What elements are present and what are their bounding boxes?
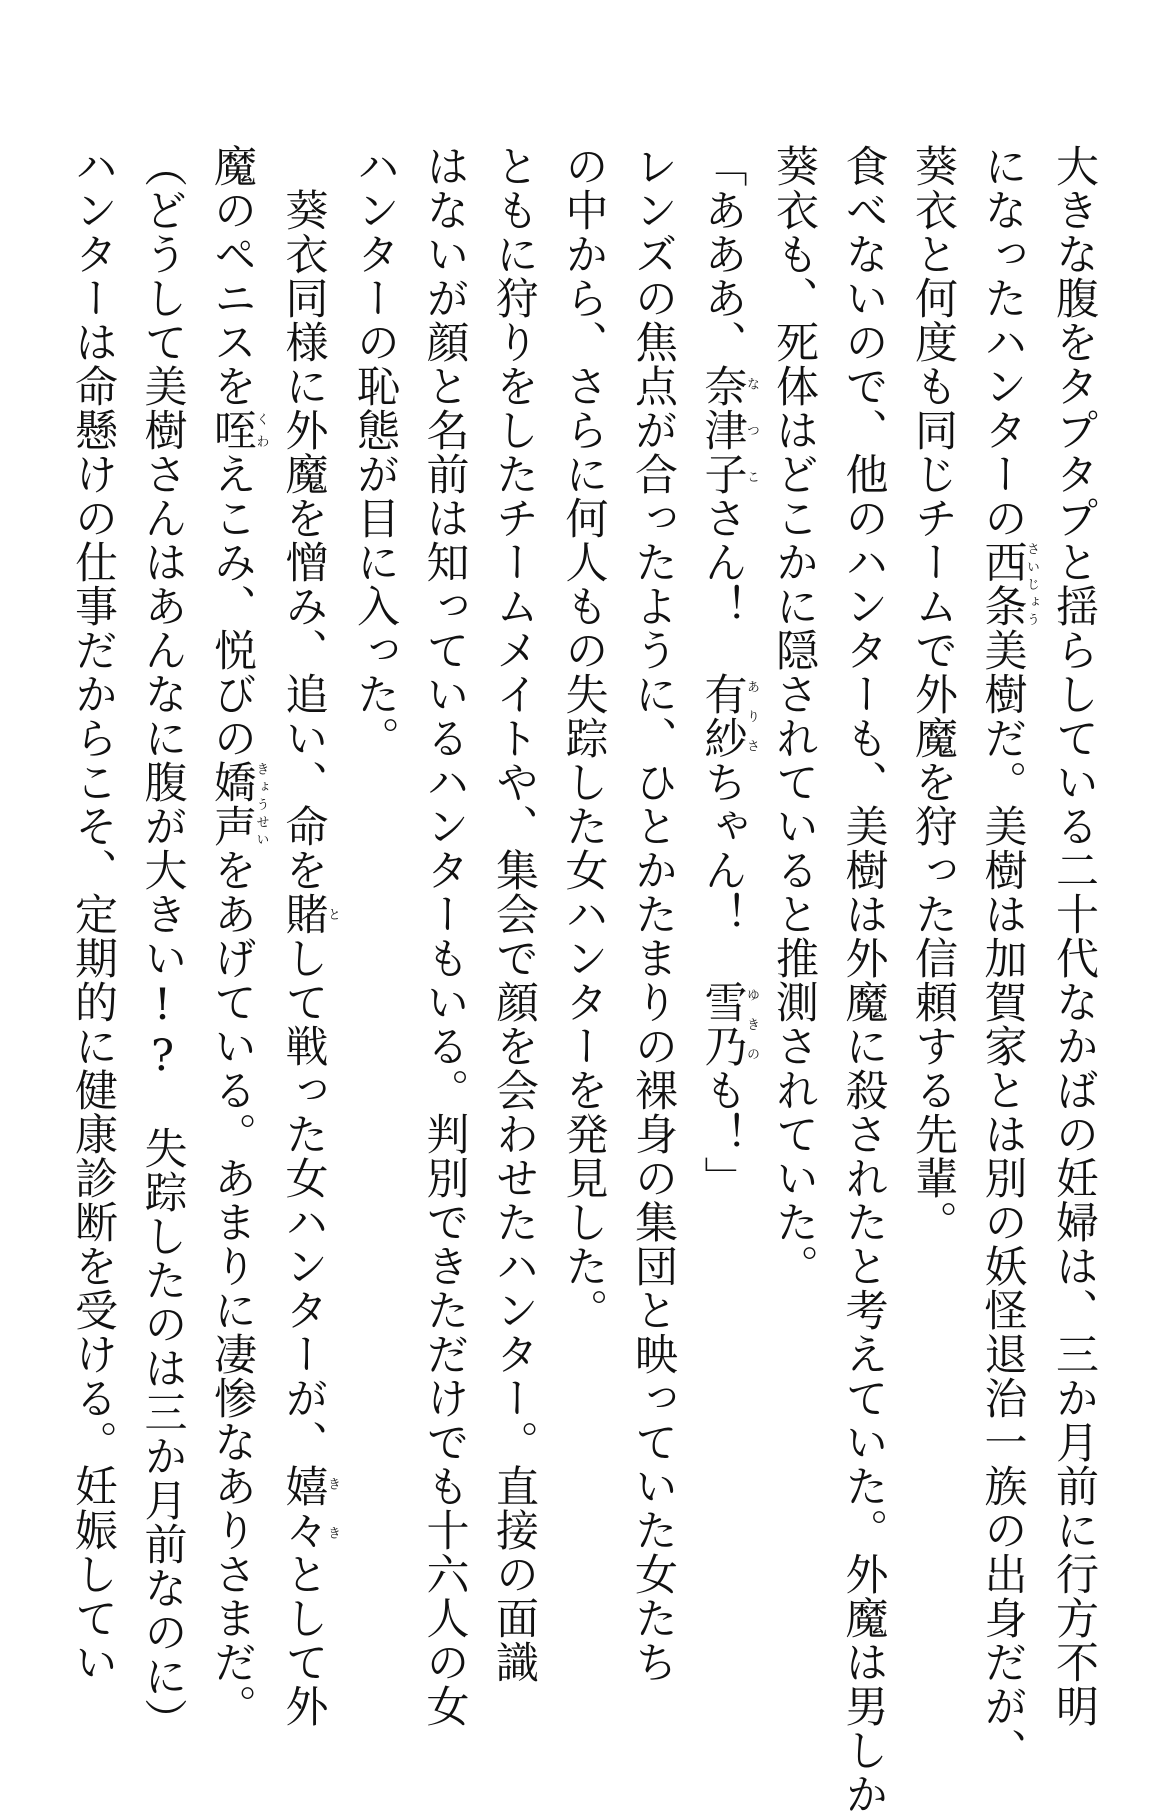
- text-segment: ちゃん！: [697, 760, 748, 980]
- text-segment: して戦った女ハンターが、: [278, 936, 329, 1464]
- ruby-reading: ゆきの: [744, 980, 759, 1068]
- text-line: [759, 144, 829, 1564]
- ruby-reading: きょうせい: [253, 760, 269, 848]
- ruby-word: [207, 408, 269, 452]
- vertical-text-block: [66, 144, 1108, 1816]
- text-line: [828, 144, 898, 1816]
- text-line: [967, 144, 1039, 1772]
- ruby-reading: きき: [325, 1464, 340, 1552]
- text-line: [618, 144, 688, 1684]
- text-segment: ハンターは命懸けの仕事だからこそ、定期的に健康診断を受ける。妊娠してい: [68, 144, 118, 1684]
- text-line: [409, 144, 479, 1728]
- text-segment: えこみ、悦びの: [207, 452, 257, 760]
- ruby-base: 奈津子: [697, 364, 748, 496]
- ruby-reading: と: [325, 892, 340, 936]
- ruby-word: [697, 672, 759, 760]
- ruby-base: 嬌声: [207, 760, 257, 848]
- text-segment: も！」: [697, 1068, 748, 1200]
- text-segment: の中から、さらに何人もの失踪した女ハンターを発見した。: [558, 144, 609, 1332]
- text-line: [268, 144, 340, 1728]
- ruby-reading: ありさ: [744, 672, 759, 760]
- text-segment: 葵衣と何度も同じチームで外魔を狩った信頼する先輩。: [908, 144, 958, 1244]
- text-line: [340, 144, 410, 1564]
- text-segment: 大きな腹をタプタプと揺らしている二十代なかばの妊婦は、三か月前に行方不明: [1049, 144, 1099, 1728]
- text-segment: はないが顔と名前は知っているハンターもいる。判別できただけでも十六人の女: [419, 144, 470, 1728]
- text-line: [127, 144, 197, 1742]
- ruby-word: [278, 1464, 340, 1552]
- ruby-base: 雪乃: [697, 980, 748, 1068]
- ruby-base: 賭: [278, 892, 329, 936]
- text-segment: になったハンターの: [977, 144, 1028, 540]
- text-line: [58, 144, 128, 1684]
- text-segment: 魔のペニスを: [207, 144, 257, 408]
- text-line: [479, 144, 549, 1684]
- ruby-word: [278, 892, 340, 936]
- ruby-reading: なつこ: [744, 364, 759, 496]
- text-segment: 葵衣同様に外魔を憎み、追い、命を: [278, 144, 329, 892]
- ruby-base: 西条: [977, 540, 1028, 628]
- ruby-base: 有紗: [697, 672, 748, 760]
- text-segment: 葵衣も、死体はどこかに隠されていると推測されていた。: [769, 144, 819, 1288]
- text-line: [687, 144, 759, 1564]
- ruby-reading: さいじょう: [1024, 540, 1039, 628]
- ruby-reading: くわ: [253, 408, 269, 452]
- text-line: [1039, 144, 1109, 1728]
- text-line: [197, 144, 269, 1728]
- ruby-base: 嬉々: [278, 1464, 329, 1552]
- text-segment: 食べないので、他のハンターも、美樹は外魔に殺されたと考えていた。外魔は男しか: [838, 144, 889, 1816]
- text-segment: をあげている。あまりに凄惨なありさまだ。: [207, 848, 257, 1728]
- text-line: [548, 144, 618, 1564]
- text-segment: として外: [278, 1552, 329, 1728]
- text-segment: 「あああ、: [697, 144, 748, 364]
- text-segment: レンズの焦点が合ったように、ひとかたまりの裸身の集団と映っていた女たち: [628, 144, 678, 1684]
- text-segment: 美樹だ。美樹は加賀家とは別の妖怪退治一族の出身だが、: [977, 628, 1028, 1772]
- text-segment: ともに狩りをしたチームメイトや、集会で顔を会わせたハンター。直接の面識: [489, 144, 539, 1684]
- ruby-word: [697, 980, 759, 1068]
- text-segment: ハンターの恥態が目に入った。: [350, 144, 400, 760]
- ruby-word: [207, 760, 269, 848]
- ruby-word: [697, 364, 759, 496]
- ruby-word: [977, 540, 1039, 628]
- text-segment: （どうして美樹さんはあんなに腹が大きい!? 失踪したのは三か月前なのに）: [137, 144, 188, 1742]
- ruby-base: 咥: [207, 408, 257, 452]
- text-segment: さん！: [697, 496, 748, 672]
- text-line: [898, 144, 968, 1564]
